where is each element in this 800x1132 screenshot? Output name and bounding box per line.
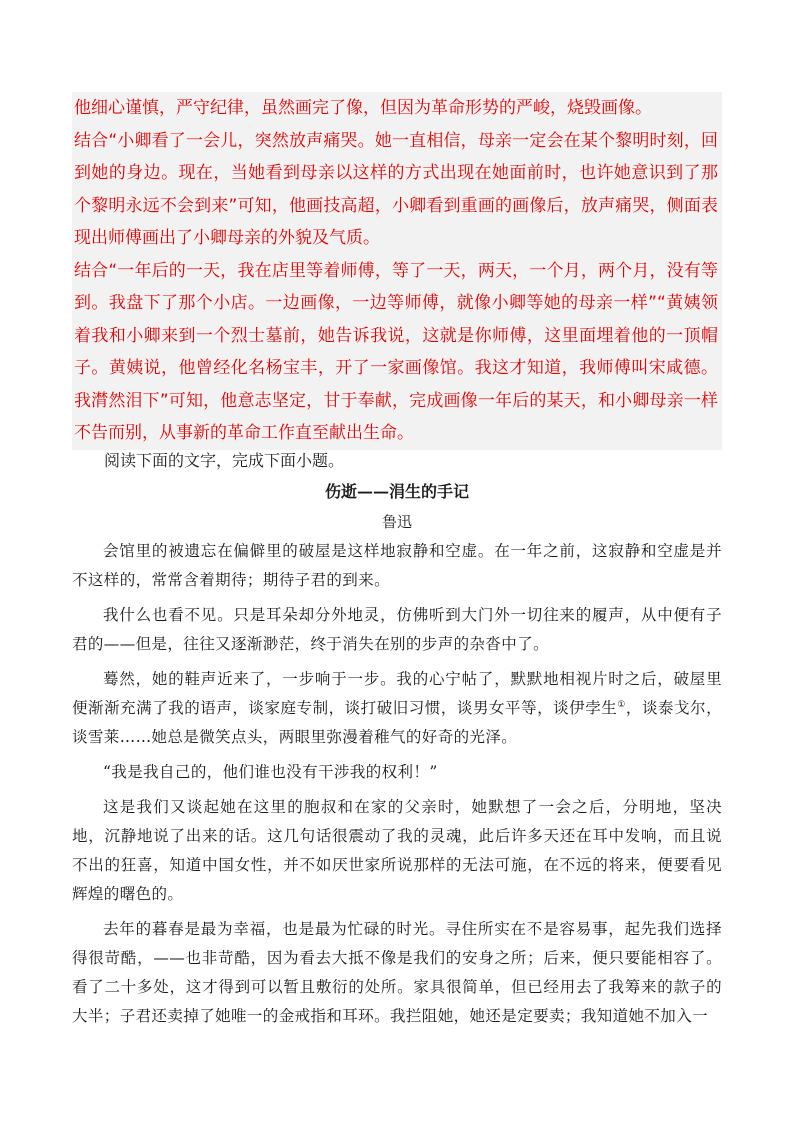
passage-paragraph-2: 我什么也看不见。只是耳朵却分外地灵，仿佛听到大门外一切往来的履声，从中便有子君的——但是，往往又逐渐渺茫，终于消失在别的步声的杂沓中了。 — [72, 606, 722, 653]
footnote-marker: ① — [617, 699, 626, 710]
passage-title: 伤逝——涓生的手记 — [324, 482, 469, 501]
reading-passage — [72, 444, 722, 1037]
reading-instruction: 阅读下面的文字，完成下面小题。 — [104, 451, 345, 470]
answer-paragraph-2: 结合“小卿看了一会儿，突然放声痛哭。她一直相信，母亲一定会在某个黎明时刻，回到她的身边。现在，当她看到母亲以这样的方式出现在她面前时，也许她意识到了那个黎明永远不会到来”可知，他画技高超，小卿看到重画的画像后，放声痛哭，侧面表现出师傅画出了小卿母亲的外貌及气质。 — [74, 130, 718, 248]
answer-paragraph-3: 结合“一年后的一天，我在店里等着师傅，等了一天，两天，一个月，两个月，没有等到。我盘下了那个小店。一边画像，一边等师傅，就像小卿等她的母亲一样”“黄姨领着我和小卿来到一个烈士墓前，她告诉我说，这就是你师傅，这里面埋着他的一顶帽子。黄姨说，他曾经化名杨宝丰，开了一家画像馆。我这才知道，我师傅叫宋咸德。我潸然泪下”可知，他意志坚定，甘于奉献，完成画像一年后的某天，和小卿母亲一样不告而别，从事新的革命工作直至献出生命。 — [74, 260, 718, 443]
passage-author: 鲁迅 — [381, 513, 412, 531]
passage-paragraph-5: 这是我们又谈起她在这里的胞叔和在家的父亲时，她默想了一会之后，分明地，坚决地，沉静地说了出来的话。这几句话很震动了我的灵魂，此后许多天还在耳中发响，而且说不出的狂喜，知道中国女性，并不如厌世家所说那样的无法可施，在不远的将来，便要看见辉煌的曙色的。 — [72, 798, 722, 903]
answer-analysis-block — [72, 92, 722, 450]
passage-paragraph-3 — [72, 665, 722, 752]
passage-paragraph-4: “我是我自己的，他们谁也没有干涉我的权利！” — [103, 763, 438, 781]
passage-paragraph-1: 会馆里的被遗忘在偏僻里的破屋是这样地寂静和空虚。在一年之前，这寂静和空虚是并不这样的，常常含着期待；期待子君的到来。 — [72, 542, 722, 589]
passage-paragraph-3-part-2: ，谈泰戈尔，谈雪莱……她总是微笑点头，两眼里弥漫着稚气的好奇的光泽。 — [72, 699, 722, 746]
passage-paragraph-6: 去年的暮春是最为幸福，也是最为忙碌的时光。寻住所实在不是容易事，起先我们选择得很苛酷，——也非苛酷，因为看去大抵不像是我们的安身之所；后来，便只要能相容了。看了二十多处，这才得到可以暂且敷衍的处所。家具很简单，但已经用去了我筹来的款子的大半；子君还卖掉了她唯一的金戒指和耳环。我拦阻她，她还是定要卖；我知道她不加入一 — [72, 920, 722, 1025]
passage-paragraph-3-part-1: 蓦然，她的鞋声近来了，一步响于一步。我的心宁帖了，默默地相视片时之后，破屋里便渐渐充满了我的语声，谈家庭专制，谈打破旧习惯，谈男女平等，谈伊孛生 — [72, 670, 722, 717]
answer-paragraph-1: 他细心谨慎，严守纪律，虽然画完了像，但因为革命形势的严峻，烧毁画像。 — [74, 98, 652, 118]
